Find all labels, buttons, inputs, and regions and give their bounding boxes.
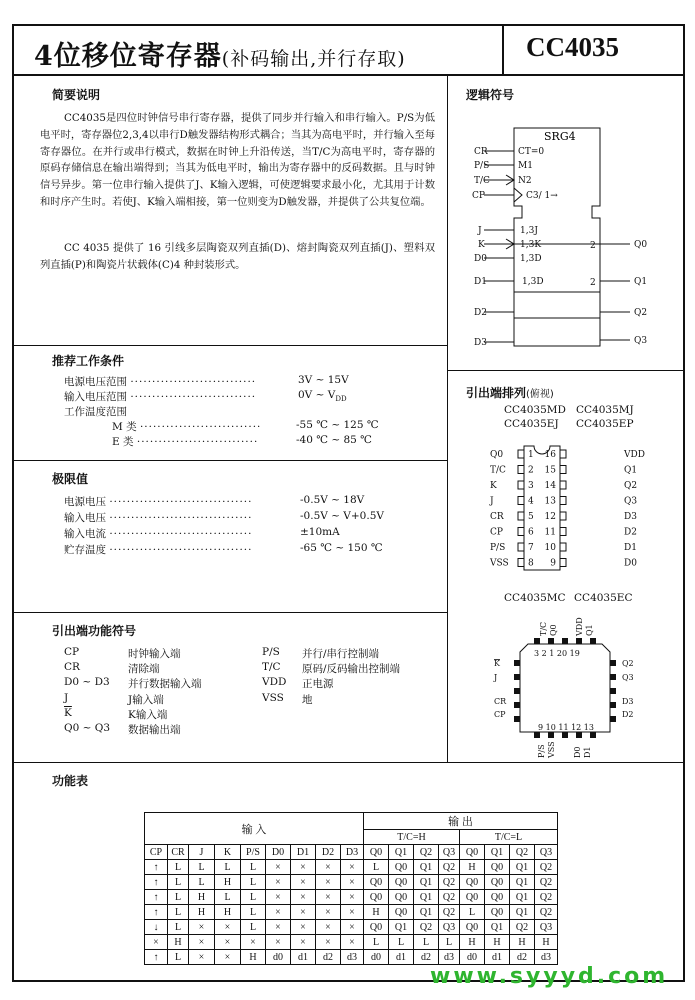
table-cell: L (189, 860, 215, 875)
table-cell: L (215, 890, 241, 905)
table-cell: H (364, 905, 389, 920)
logic-symbol-title: SRG4 (544, 130, 576, 143)
table-cell: L (241, 860, 266, 875)
lcc-pad (590, 638, 596, 644)
table-cell: × (266, 860, 291, 875)
lcc-label: CP (494, 710, 506, 719)
dip-pin-label: P/S (490, 543, 506, 553)
table-cell: × (189, 920, 215, 935)
table-cell: × (341, 920, 364, 935)
dip-pin-number: 7 (528, 543, 534, 553)
table-cell: × (316, 860, 341, 875)
limit-input-voltage: -0.5V ~ V+0.5V (300, 510, 384, 522)
dip-pin (518, 481, 524, 489)
table-cell: × (316, 920, 341, 935)
box-label: 1,3D (522, 277, 544, 287)
box-label: M1 (518, 161, 533, 171)
lcc-label: CR (494, 697, 507, 706)
table-cell: Q2 (535, 875, 558, 890)
table-cell: H (460, 935, 485, 950)
header-rule (14, 74, 684, 76)
table-cell: × (316, 935, 341, 950)
table-cell: L (364, 860, 389, 875)
dip-pin (560, 497, 566, 505)
table-cell: × (341, 890, 364, 905)
dip-pin-label: D1 (624, 543, 637, 553)
rule (14, 762, 684, 763)
dip-pin (518, 466, 524, 474)
table-cell: ↑ (145, 860, 168, 875)
table-cell: ↓ (145, 920, 168, 935)
table-cell: × (215, 950, 241, 965)
table-cell: Q2 (439, 860, 460, 875)
table-cell: Q3 (439, 920, 460, 935)
limits-heading: 极限值 (52, 472, 89, 486)
dip-pin (560, 481, 566, 489)
dip-model: CC4035EP (576, 418, 634, 430)
pin-label: D3 (474, 338, 487, 348)
table-cell: Q0 (364, 920, 389, 935)
table-cell: Q2 (535, 890, 558, 905)
pinout-heading: 引出端排列(俯视) (466, 386, 554, 400)
table-cell: L (439, 935, 460, 950)
table-cell: Q1 (414, 875, 439, 890)
lcc-label: VDD (575, 617, 584, 636)
lcc-package-diagram (470, 606, 680, 761)
column-header: CP (145, 845, 168, 860)
output-mark: 2 (590, 278, 596, 288)
dip-pin (518, 528, 524, 536)
table-cell: Q2 (510, 920, 535, 935)
lcc-label: VSS (547, 741, 556, 758)
watermark: www.syyyd.com (430, 964, 669, 989)
pin-functions-heading: 引出端功能符号 (52, 624, 137, 638)
dip-model: CC4035EJ (504, 418, 559, 430)
box-label: 1,3J (520, 226, 538, 236)
logic-symbol-heading: 逻辑符号 (466, 88, 515, 102)
pin-label: Q1 (634, 277, 648, 287)
dip-pin-label: Q2 (624, 481, 638, 491)
dip-pin-label: CP (490, 527, 503, 538)
dip-pin (518, 512, 524, 520)
lcc-pad (514, 660, 520, 666)
dip-pin (560, 512, 566, 520)
table-cell: Q1 (485, 920, 510, 935)
table-cell: L (460, 905, 485, 920)
lcc-pad (514, 674, 520, 680)
lcc-pad (548, 732, 554, 738)
table-cell: d1 (485, 950, 510, 965)
table-cell: Q2 (439, 875, 460, 890)
table-cell: Q1 (510, 905, 535, 920)
table-cell: L (241, 890, 266, 905)
table-cell: × (266, 935, 291, 950)
dip-pin-number: 6 (528, 527, 534, 538)
limit-storage-temp: -65 ℃ ~ 150 ℃ (300, 542, 383, 554)
column-header: K (215, 845, 241, 860)
table-cell: × (291, 860, 316, 875)
table-cell: L (241, 920, 266, 935)
pin-label: D1 (474, 277, 487, 287)
lcc-label: T/C (539, 621, 548, 636)
temp-m-value: -55 ℃ ~ 125 ℃ (296, 419, 379, 431)
table-cell: ↑ (145, 905, 168, 920)
lcc-pad (562, 732, 568, 738)
table-cell: × (316, 890, 341, 905)
dip-pin (518, 559, 524, 567)
pin-label: Q0 (634, 240, 648, 250)
table-row (145, 905, 558, 920)
pin-label: CP (472, 191, 485, 201)
lcc-label: P/S (537, 744, 546, 758)
dip-pin-label: J (490, 496, 494, 507)
rule (14, 460, 447, 461)
dip-model: CC4035MJ (576, 404, 634, 416)
dip-pin (560, 543, 566, 551)
lcc-pad (610, 716, 616, 722)
table-cell: H (535, 935, 558, 950)
table-cell: H (510, 935, 535, 950)
lcc-pad (534, 732, 540, 738)
table-row (145, 890, 558, 905)
table-cell: Q0 (485, 905, 510, 920)
column-header: D0 (266, 845, 291, 860)
table-cell: × (291, 905, 316, 920)
dip-pin (560, 528, 566, 536)
dip-pin-label: D2 (624, 527, 637, 538)
page-title: 4位移位寄存器(补码输出,并行存取) (34, 41, 406, 72)
pin-label: K (478, 240, 485, 250)
table-cell: L (215, 860, 241, 875)
dip-pin-label: D0 (624, 558, 637, 569)
table-cell: × (189, 935, 215, 950)
column-header: Q0 (460, 845, 485, 860)
lcc-pad (548, 638, 554, 644)
table-cell: Q0 (460, 875, 485, 890)
table-cell: × (266, 890, 291, 905)
function-table-heading: 功能表 (52, 774, 89, 788)
description-para-2: CC 4035 提供了 16 引线多层陶瓷双列直插(D)、熔封陶瓷双列直插(J)、塑料双列直插(P)和陶瓷片状载体(C)4 种封装形式。 (40, 242, 435, 271)
table-cell: Q0 (364, 890, 389, 905)
lcc-pad (514, 716, 520, 722)
lcc-label: K (494, 659, 500, 668)
lcc-pad (610, 674, 616, 680)
table-cell: Q1 (510, 890, 535, 905)
table-cell: H (215, 905, 241, 920)
table-cell: Q2 (439, 905, 460, 920)
lcc-label: D1 (583, 746, 592, 758)
dip-pin-number: 14 (544, 481, 556, 491)
description-heading: 简要说明 (52, 88, 101, 102)
tc-high-header: T/C=H (364, 830, 460, 845)
table-cell: L (168, 890, 189, 905)
table-cell: Q0 (460, 890, 485, 905)
dip-pin-number: 5 (528, 512, 534, 522)
table-cell: × (215, 935, 241, 950)
table-cell: × (145, 935, 168, 950)
model-number: CC4035 (526, 32, 619, 62)
table-cell: × (241, 935, 266, 950)
column-header: CR (168, 845, 189, 860)
table-cell: H (189, 905, 215, 920)
lcc-label: Q0 (549, 624, 558, 636)
lcc-pad (576, 732, 582, 738)
table-cell: Q2 (535, 905, 558, 920)
table-cell: × (316, 905, 341, 920)
lcc-pad (610, 660, 616, 666)
column-header: Q3 (535, 845, 558, 860)
dip-pin-label: VSS (490, 558, 509, 569)
table-cell: d0 (364, 950, 389, 965)
pin-label: T/C (474, 176, 490, 186)
column-header: D2 (316, 845, 341, 860)
table-row (145, 950, 558, 965)
table-cell: L (168, 920, 189, 935)
dip-pin-number: 1 (528, 450, 534, 460)
column-header: D3 (341, 845, 364, 860)
table-cell: L (168, 950, 189, 965)
dip-pin-label: Q0 (490, 450, 504, 460)
limit-input-current: ±10mA (300, 526, 340, 538)
dip-pin-label: T/C (490, 465, 506, 476)
recommended-heading: 推荐工作条件 (52, 354, 125, 368)
lcc-pad (610, 702, 616, 708)
table-cell: × (341, 875, 364, 890)
table-cell: Q1 (510, 860, 535, 875)
table-cell: L (364, 935, 389, 950)
box-label: 1,3K (520, 240, 542, 250)
box-label: CT=0 (518, 147, 545, 157)
function-table (144, 812, 558, 965)
table-row (145, 875, 558, 890)
table-cell: ↑ (145, 875, 168, 890)
dip-pin-label: K (490, 481, 497, 491)
table-cell: L (168, 875, 189, 890)
lcc-bottom-nums: 9 10 11 12 13 (538, 723, 594, 732)
table-cell: Q0 (485, 890, 510, 905)
table-cell: × (291, 890, 316, 905)
lcc-top-nums: 3 2 1 20 19 (534, 649, 580, 658)
lcc-pad (562, 638, 568, 644)
table-cell: L (241, 875, 266, 890)
output-mark: 2 (590, 241, 596, 251)
table-cell: Q1 (389, 920, 414, 935)
table-cell: d1 (389, 950, 414, 965)
table-cell: H (485, 935, 510, 950)
lcc-label: D0 (573, 746, 582, 758)
table-cell: Q0 (389, 860, 414, 875)
table-cell: × (189, 950, 215, 965)
table-cell: d3 (341, 950, 364, 965)
table-cell: Q0 (364, 875, 389, 890)
table-cell: × (215, 920, 241, 935)
table-cell: d1 (291, 950, 316, 965)
rule (447, 370, 684, 371)
table-row (145, 860, 558, 875)
table-cell: Q0 (389, 875, 414, 890)
table-cell: × (341, 860, 364, 875)
column-header: Q2 (414, 845, 439, 860)
table-cell: Q2 (439, 890, 460, 905)
dip-pin (518, 450, 524, 458)
limit-supply: -0.5V ~ 18V (300, 494, 365, 506)
title-divider (502, 26, 504, 74)
table-cell: H (215, 875, 241, 890)
dip-pin (518, 497, 524, 505)
table-cell: × (291, 875, 316, 890)
table-row (145, 920, 558, 935)
table-cell: ↑ (145, 890, 168, 905)
dip-pin-number: 10 (544, 543, 556, 553)
dip-pin-label: VDD (624, 450, 645, 460)
lcc-pad (590, 732, 596, 738)
rule (14, 612, 447, 613)
dip-pin-number: 2 (528, 465, 534, 476)
dip-pin-number: 8 (528, 558, 534, 569)
table-cell: Q2 (414, 920, 439, 935)
dip-pin-number: 3 (528, 481, 534, 491)
table-cell: Q0 (485, 860, 510, 875)
table-cell: L (189, 875, 215, 890)
dip-pin-number: 11 (544, 527, 556, 538)
box-label: C3/ 1→ (526, 191, 558, 201)
lcc-label: Q1 (585, 624, 594, 636)
lcc-label: D3 (622, 697, 634, 706)
table-cell: Q1 (414, 860, 439, 875)
dip-pin (560, 466, 566, 474)
lcc-label: D2 (622, 710, 634, 719)
table-cell: L (168, 860, 189, 875)
table-cell: × (341, 935, 364, 950)
table-cell: ↑ (145, 950, 168, 965)
dip-pin-number: 4 (528, 496, 534, 507)
dip-pin-number: 12 (544, 512, 556, 522)
supply-range-value: 3V ~ 15V (298, 374, 349, 386)
dip-pin (518, 543, 524, 551)
lcc-pad (514, 688, 520, 694)
table-cell: × (341, 905, 364, 920)
pin-label: Q2 (634, 308, 648, 318)
lcc-pad (534, 638, 540, 644)
column-header: Q3 (439, 845, 460, 860)
table-cell: d2 (510, 950, 535, 965)
dip-pin-number: 9 (550, 558, 556, 569)
table-cell: Q0 (460, 920, 485, 935)
table-cell: L (414, 935, 439, 950)
lcc-label: Q2 (622, 659, 634, 668)
column-header: Q2 (510, 845, 535, 860)
temp-range-label: 工作温度范围 (64, 406, 127, 418)
pin-label: D0 (474, 254, 487, 264)
input-group-header: 输 入 (145, 813, 364, 845)
dip-pin (560, 559, 566, 567)
table-cell: × (291, 920, 316, 935)
dip-pin-label: CR (490, 512, 504, 522)
dip-model: CC4035MD (504, 404, 566, 416)
table-cell: Q2 (535, 860, 558, 875)
dip-pin-number: 15 (544, 465, 556, 476)
lcc-pad (514, 702, 520, 708)
temp-e-value: -40 ℃ ~ 85 ℃ (296, 434, 372, 446)
dip-pin-label: Q3 (624, 496, 638, 507)
table-cell: L (168, 905, 189, 920)
tc-low-header: T/C=L (460, 830, 558, 845)
table-cell: d2 (414, 950, 439, 965)
table-cell: H (241, 950, 266, 965)
table-cell: Q1 (510, 875, 535, 890)
lcc-label: J (494, 673, 498, 682)
pin-label: Q3 (634, 336, 648, 346)
logic-symbol-diagram (460, 118, 680, 356)
table-cell: d3 (535, 950, 558, 965)
table-cell: × (266, 875, 291, 890)
table-cell: Q1 (414, 905, 439, 920)
table-cell: L (389, 935, 414, 950)
table-cell: H (460, 860, 485, 875)
column-header: Q0 (364, 845, 389, 860)
table-cell: d0 (460, 950, 485, 965)
pin-label: CR (474, 147, 488, 157)
dip-pin-number: 16 (544, 450, 556, 460)
table-cell: Q3 (535, 920, 558, 935)
column-divider (447, 76, 448, 762)
table-cell: Q0 (389, 890, 414, 905)
table-cell: L (241, 905, 266, 920)
dip-package-diagram (460, 440, 680, 575)
table-cell: Q0 (389, 905, 414, 920)
column-header: J (189, 845, 215, 860)
box-label: 1,3D (520, 254, 542, 264)
column-header: D1 (291, 845, 316, 860)
column-header: Q1 (485, 845, 510, 860)
dip-pin-number: 13 (544, 496, 556, 507)
pin-label: J (478, 226, 482, 236)
dip-pin (560, 450, 566, 458)
pin-label: D2 (474, 308, 487, 318)
lcc-pad (610, 688, 616, 694)
table-cell: Q1 (414, 890, 439, 905)
input-range-value: 0V ~ $V_{DD}$ (298, 389, 347, 404)
column-header: P/S (241, 845, 266, 860)
table-cell: Q0 (485, 875, 510, 890)
table-cell: d2 (316, 950, 341, 965)
column-header: Q1 (389, 845, 414, 860)
table-cell: × (266, 905, 291, 920)
box-label: N2 (518, 176, 532, 186)
dip-pin-label: Q1 (624, 465, 638, 476)
rule (14, 345, 447, 346)
lcc-model: CC4035MC (504, 592, 566, 604)
table-cell: × (316, 875, 341, 890)
pin-label: P/S (474, 161, 490, 171)
table-cell: × (266, 920, 291, 935)
table-cell: d0 (266, 950, 291, 965)
table-cell: d3 (439, 950, 460, 965)
output-group-header: 输 出 (364, 813, 558, 830)
lcc-model: CC4035EC (574, 592, 633, 604)
lcc-label: Q3 (622, 673, 634, 682)
table-cell: × (291, 935, 316, 950)
description-para-1: CC4035是四位时钟信号串行寄存器，提供了同步并行输入和串行输入。P/S为低电平时，寄存器位2,3,4以串行D触发器结构形式耦合；当其为高电平时，并行输入至每寄存器位。在并行或串行模式，数据在时钟上升沿传送，当T/C为高电平时，寄存器的原码存储信息在输出端得到；当其为低电平时，输出为寄存器中的反码数据。且与时钟信号异步。第一位串行输入提供了J、K输入逻辑，可使逻辑要求最小化，尤其用于计数和时序产生时。若使J、K输入端相接，第一位则变为D触发器，并提供了公共复位端。 (40, 112, 435, 208)
dip-pin-label: D3 (624, 512, 637, 522)
table-row (145, 935, 558, 950)
lcc-pad (576, 638, 582, 644)
table-cell: H (189, 890, 215, 905)
table-cell: H (168, 935, 189, 950)
